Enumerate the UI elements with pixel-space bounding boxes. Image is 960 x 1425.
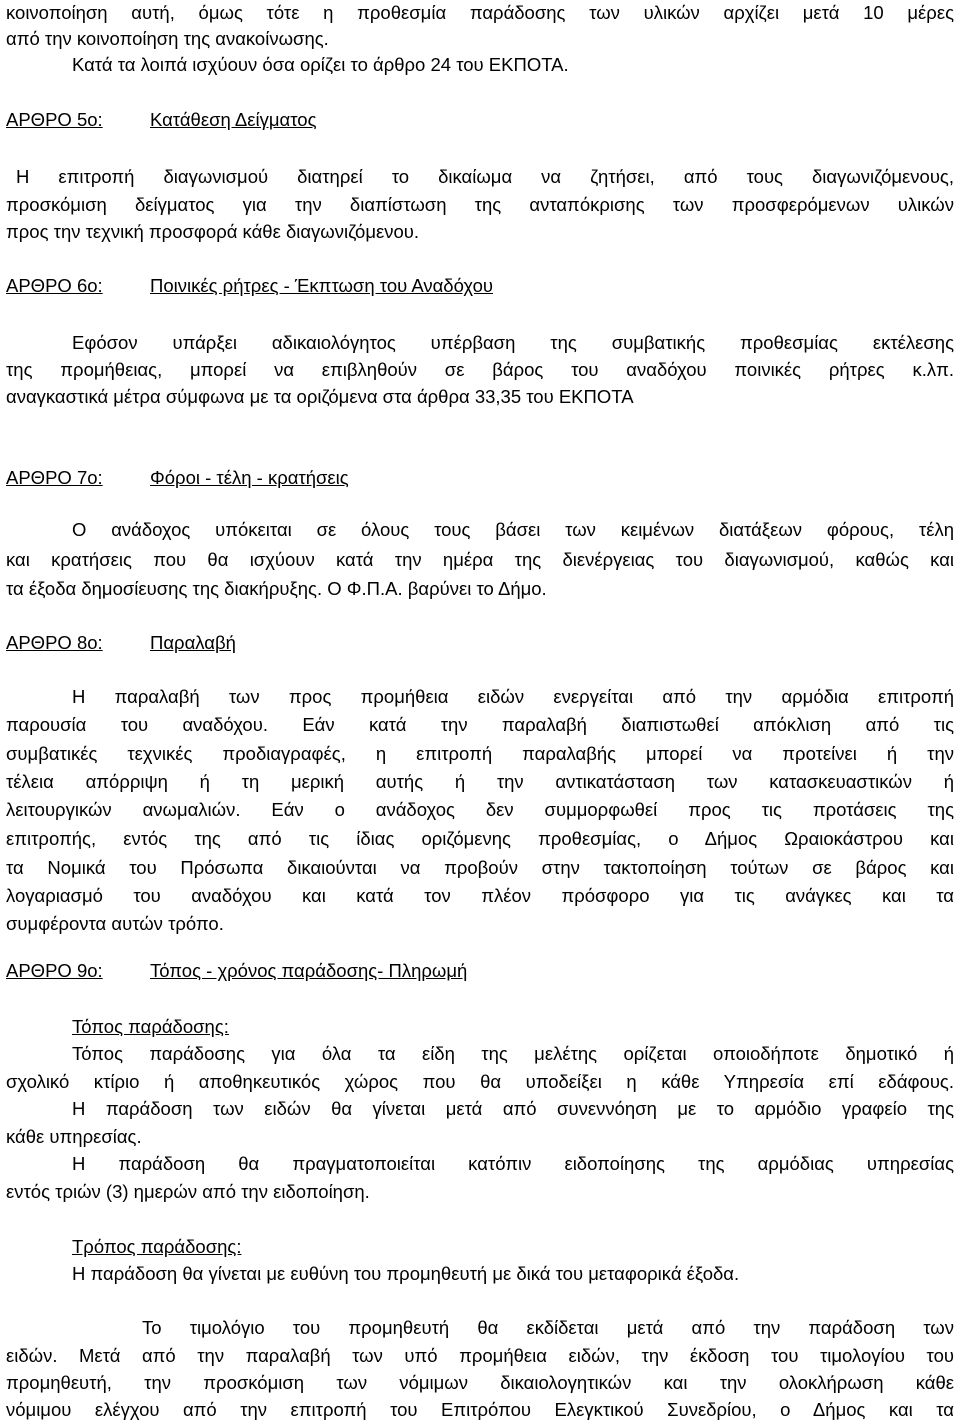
delivery-place-line-1: Τόπος παράδοσης για όλα τα είδη της μελέτης ορίζεται οποιοδήποτε δημοτικό ή <box>72 1043 954 1064</box>
delivery-place-heading <box>72 1014 960 1040</box>
article-title: Τόπος - χρόνος παράδοσης- Πληρωμή <box>150 960 468 981</box>
invoice-line-3: προμηθευτή, την προσκόμιση των νόμιμων δικαιολογητικών και την ολοκλήρωση κάθε <box>6 1372 954 1393</box>
intro-line-2: από την κοινοποίηση της ανακοίνωσης. <box>6 28 329 49</box>
article-8-line-6: επιτροπής, εντός της από τις ίδιας οριζόμενης προθεσμίας, ο Δήμος Ωραιοκάστρου και <box>6 828 954 849</box>
delivery-place-line-3: Η παράδοση των ειδών θα γίνεται μετά από συνεννόηση με το αρμόδιο γραφείο της <box>72 1098 954 1119</box>
article-5-line-1: Η επιτροπή διαγωνισμού διατηρεί το δικαίωμα να ζητήσει, από τους διαγωνιζόμενους, <box>16 166 954 187</box>
delivery-method-heading <box>72 1234 960 1260</box>
article-title: Φόροι - τέλη - κρατήσεις <box>150 467 349 488</box>
invoice-line-4: νόμιμου ελέγχου από την επιτροπή του Επιτρόπου Ελεγκτικού Συνεδρίου, ο Δήμος και τα <box>6 1399 954 1420</box>
article-7-line-3: τα έξοδα δημοσίευσης της διακήρυξης. Ο Φ.Π.Α. βαρύνει το Δήμο. <box>6 578 547 599</box>
article-7-line-2: και κρατήσεις που θα ισχύουν κατά την ημέρα της διενέργειας του διαγωνισμού, καθώς και <box>6 549 954 570</box>
article-title: Παραλαβή <box>150 632 236 653</box>
delivery-method-line: Η παράδοση θα γίνεται με ευθύνη του προμηθευτή με δικά του μεταφορικά έξοδα. <box>72 1263 740 1284</box>
delivery-place-label: Τόπος παράδοσης: <box>72 1016 229 1037</box>
article-8-line-5: λειτουργικών ανωμαλιών. Εάν ο ανάδοχος δεν συμμορφωθεί προς τις προτάσεις της <box>6 799 954 820</box>
article-number: ΑΡΘΡΟ 9ο: <box>6 960 103 981</box>
article-6-heading <box>6 273 954 299</box>
article-title: Ποινικές ρήτρες - Έκπτωση του Αναδόχου <box>150 275 494 296</box>
article-8-line-9: συμφέροντα αυτών τρόπο. <box>6 913 224 934</box>
article-title: Κατάθεση Δείγματος <box>150 109 317 130</box>
article-7-heading <box>6 465 954 491</box>
article-8-line-3: συμβατικές τεχνικές προδιαγραφές, η επιτροπή παραλαβής μπορεί να προτείνει ή την <box>6 743 954 764</box>
article-8-line-4: τέλεια απόρριψη ή τη μερική αυτής ή την αντικατάσταση των κατασκευαστικών ή <box>6 771 954 792</box>
article-7-line-1: Ο ανάδοχος υπόκειται σε όλους τους βάσει των κειμένων διατάξεων φόρους, τέλη <box>72 519 954 540</box>
article-8-line-7: τα Νομικά του Πρόσωπα δικαιούνται να προβούν στην τακτοποίηση τούτων σε βάρος και <box>6 857 954 878</box>
article-8-line-8: λογαριασμό του αναδόχου και κατά τον πλέον πρόσφορο για τις ανάγκες και τα <box>6 885 954 906</box>
intro-line-3: Κατά τα λοιπά ισχύουν όσα ορίζει το άρθρο 24 του ΕΚΠΟΤΑ. <box>72 54 569 75</box>
delivery-place-line-6: εντός τριών (3) ημερών από την ειδοποίηση. <box>6 1181 370 1202</box>
invoice-line-1: Το τιμολόγιο του προμηθευτή θα εκδίδεται μετά από την παράδοση των <box>142 1317 954 1338</box>
article-8-line-2: παρουσία του αναδόχου. Εάν κατά την παραλαβή διαπιστωθεί απόκλιση από τις <box>6 714 954 735</box>
article-6-line-3: αναγκαστικά μέτρα σύμφωνα με τα οριζόμενα στα άρθρα 33,35 του ΕΚΠΟΤΑ <box>6 386 634 407</box>
article-6-line-1: Εφόσον υπάρξει αδικαιολόγητος υπέρβαση της συμβατικής προθεσμίας εκτέλεσης <box>72 332 954 353</box>
article-number: ΑΡΘΡΟ 7ο: <box>6 467 103 488</box>
article-number: ΑΡΘΡΟ 6ο: <box>6 275 103 296</box>
article-8-line-1: Η παραλαβή των προς προμήθεια ειδών ενεργείται από την αρμόδια επιτροπή <box>72 686 954 707</box>
article-number: ΑΡΘΡΟ 5ο: <box>6 109 103 130</box>
article-9-heading <box>6 958 954 984</box>
intro-line-1: κοινοποίηση αυτή, όμως τότε η προθεσμία παράδοσης των υλικών αρχίζει μετά 10 μέρες <box>6 2 954 23</box>
delivery-place-line-2: σχολικό κτίριο ή αποθηκευτικός χώρος που θα υποδείξει η κάθε Υπηρεσία επί εδάφους. <box>6 1071 954 1092</box>
article-number: ΑΡΘΡΟ 8ο: <box>6 632 103 653</box>
delivery-place-line-5: Η παράδοση θα πραγματοποιείται κατόπιν ειδοποίησης της αρμόδιας υπηρεσίας <box>72 1153 954 1174</box>
article-5-line-2: προσκόμιση δείγματος για την διαπίστωση της ανταπόκρισης των προσφερόμενων υλικών <box>6 194 954 215</box>
invoice-line-2: ειδών. Μετά από την παραλαβή των υπό προμήθεια ειδών, την έκδοση του τιμολογίου του <box>6 1345 954 1366</box>
article-8-heading <box>6 630 954 656</box>
delivery-place-line-4: κάθε υπηρεσίας. <box>6 1126 142 1147</box>
delivery-method-label: Τρόπος παράδοσης: <box>72 1236 242 1257</box>
article-5-line-3: προς την τεχνική προσφορά κάθε διαγωνιζόμενου. <box>6 221 420 242</box>
article-5-heading <box>6 107 954 133</box>
article-6-line-2: της προμήθειας, μπορεί να επιβληθούν σε βάρος του αναδόχου ποινικές ρήτρες κ.λπ. <box>6 359 954 380</box>
